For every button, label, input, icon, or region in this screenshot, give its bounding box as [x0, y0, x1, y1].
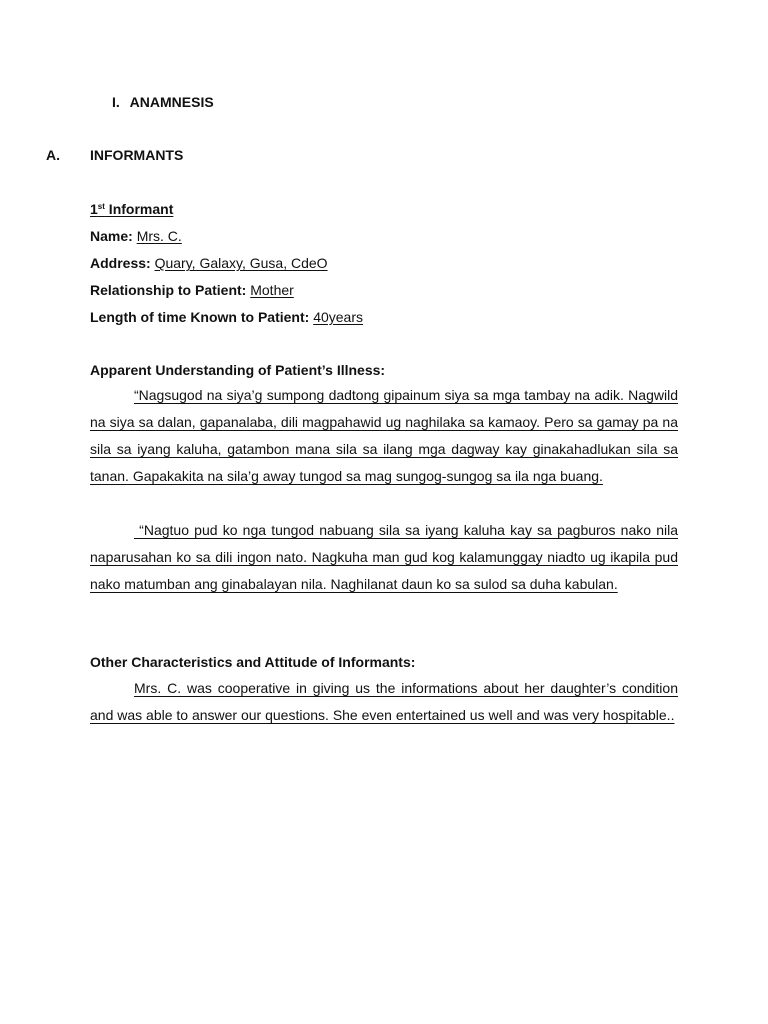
length-row — [90, 309, 363, 325]
informant-ordinal-suffix: st — [97, 202, 105, 211]
characteristics-paragraph-text: Mrs. C. was cooperative in giving us the informations about her daughter’s condition and was able to answer our questions. She even entertained us well and was very hospitable.. — [90, 680, 678, 723]
address-value: Quary, Galaxy, Gusa, CdeO — [154, 255, 328, 271]
section-heading — [112, 94, 214, 110]
address-row — [90, 255, 328, 271]
length-value: 40years — [313, 309, 364, 325]
informant-heading — [90, 201, 173, 217]
informant-ordinal-number: 1 — [90, 201, 98, 217]
characteristics-paragraph — [90, 675, 678, 729]
section-title: ANAMNESIS — [129, 94, 214, 110]
name-value: Mrs. C. — [136, 228, 182, 244]
understanding-paragraph-2-text: “Nagtuo pud ko nga tungod nabuang sila sa iyang kaluha kay sa pagburos nako nila naparusahan ko sa dili ingon nato. Nagkuha man gud kog kalamunggay niadto ug ikapila pud nako matumban ang ginabalayan nila. Naghilanat daun ko sa sulod sa duha kabulan. — [90, 522, 678, 592]
understanding-paragraph-2 — [90, 517, 678, 598]
informant-heading-rest: Informant — [104, 201, 174, 217]
subsection-title: INFORMANTS — [90, 147, 184, 163]
length-label: Length of time Known to Patient: — [90, 309, 310, 325]
relationship-value: Mother — [250, 282, 294, 298]
subsection-letter: A. — [46, 147, 60, 163]
name-row — [90, 228, 182, 244]
section-numeral: I. — [112, 94, 120, 110]
name-label: Name: — [90, 228, 133, 244]
address-label: Address: — [90, 255, 151, 271]
relationship-label: Relationship to Patient: — [90, 282, 247, 298]
relationship-row — [90, 282, 294, 298]
characteristics-heading: Other Characteristics and Attitude of Informants: — [90, 654, 416, 670]
understanding-paragraph-1 — [90, 382, 678, 490]
understanding-heading: Apparent Understanding of Patient’s Illness: — [90, 362, 386, 378]
understanding-paragraph-1-text: “Nagsugod na siya’g sumpong dadtong gipainum siya sa mga tambay na adik. Nagwild na siya sa dalan, gapanalaba, dili magpahawid ug naghilaka sa kamaoy. Pero sa gamay pa na sila sa iyang kaluha, gatambon mana sila sa ilang mga dagway kay ginakahadlukan sila sa tanan. Gapakakita na sila’g away tungod sa mag sungog-sungog sa ila nga buang. — [90, 387, 678, 484]
